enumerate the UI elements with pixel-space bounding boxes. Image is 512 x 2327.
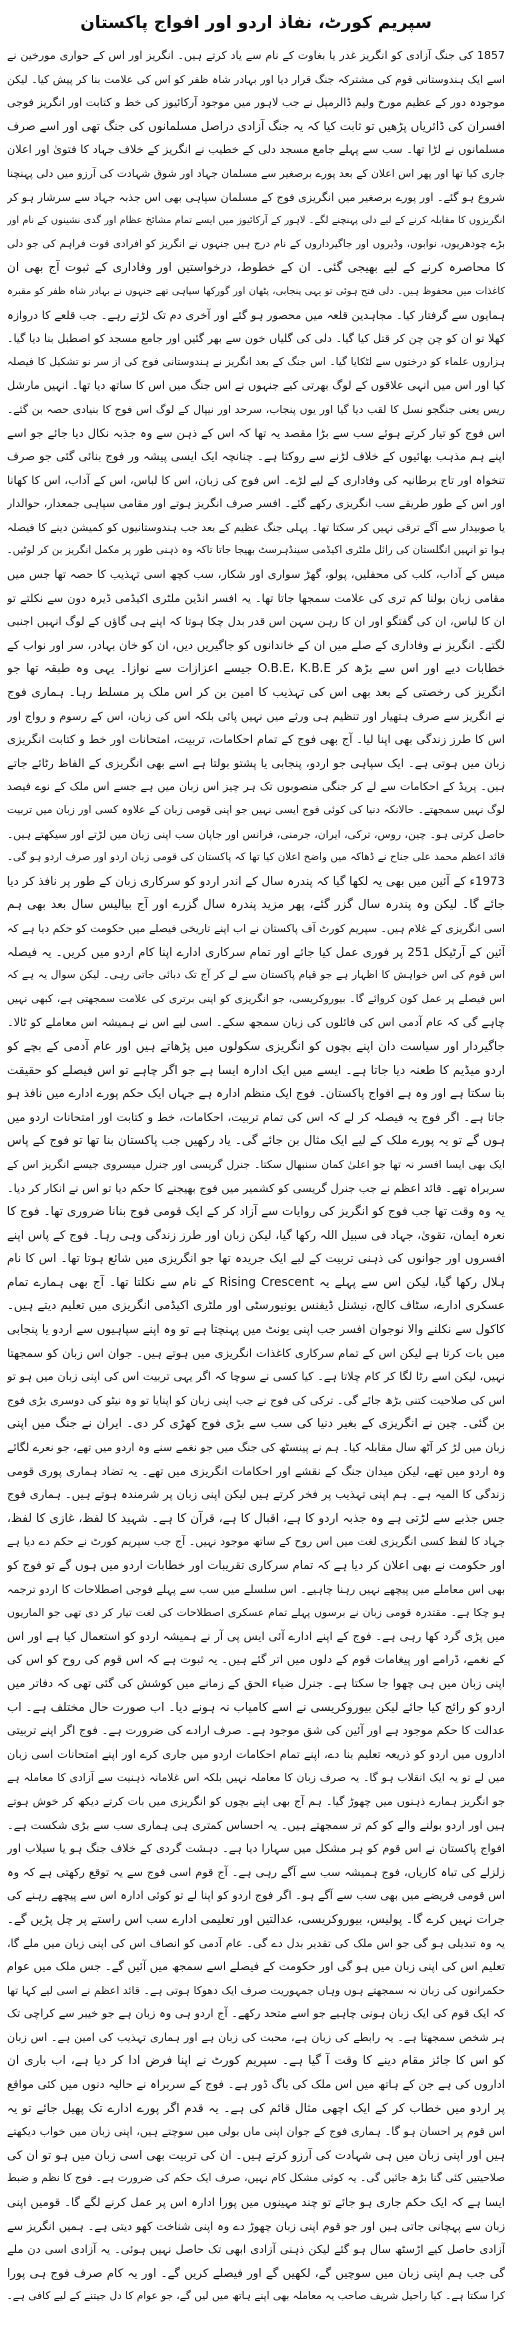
column-line: اسی انگریزی کے غلام ہیں۔ سپریم کورٹ آف پاکستان نے اب اپنے تاریخی فیصلے میں حکومت کو حکم دیا ہے کہ <box>7 921 505 935</box>
column-line: نعرہ ایمان، تقویٰ، جہاد فی سبیل اللہ رکھا گیا، لیکن زبان اور طرز زندگی وہی رہا۔ فوج کے پاس اپنے <box>7 1227 505 1242</box>
column-line: بھی اس معاملے میں پیچھے نہیں رہنا چاہیے۔ اس سلسلے میں سب سے پہلے فوجی اصطلاحات کا اردو ترجمہ <box>7 1582 505 1596</box>
column-line: آئین کے آرٹیکل 251 پر فوری عمل کیا جائے اور تمام سرکاری ادارے اپنا کام اردو میں کریں۔ یہ فیصلہ <box>7 944 505 959</box>
column-line: صلاحیتیں کئی گنا بڑھ جائیں گی۔ یہ کوئی مشکل کام نہیں، صرف ایک حکم کی ضرورت ہے۔ فوج کا نظم و ضبط <box>7 2172 505 2185</box>
column-line: پر اردو میں خطاب کر کے ایک اچھی مثال قائم کی ہے۔ یہ قدم اگر پورے ادارے تک پھیل جائے تو یہ <box>7 2100 505 2115</box>
column-line: زبان سے پہچانی جاتی ہیں اور جو قوم اپنی زبان چھوڑ دے وہ اپنی شناخت کھو دیتی ہے۔ ہمیں انگریز سے <box>7 2219 505 2233</box>
column-line: کرا سکتا ہے۔ کیا راحیل شریف صاحب یہ معاملہ بھی اپنے ہاتھ میں لیں گے، جو عوام کا دل جیتنے کے لیے کافی ہے۔ <box>7 2290 505 2303</box>
column-line: جاگیردار اور سیاست دان اپنے بچوں کو انگریزی سکولوں میں پڑھاتے ہیں اور عام آدمی کے بچے کو <box>7 1038 505 1053</box>
column-line: اور اس کے طور طریقے سب انگریزی رکھے گئے۔ افسر صرف انگریز ہوتے اور مقامی سپاہی جمعدار، حوالدار <box>7 497 505 511</box>
column-line: گی جب ہم اپنی زبان میں سوچیں گے، لکھیں گے اور فیصلے کریں گے۔ اور یہ کام صرف فوج ہی پورا <box>7 2265 505 2280</box>
column-line: کے نغمے، ڈرامے اور پیغامات قوم کے دلوں میں اتر گئے ہیں۔ یہ ثبوت ہے کہ اس قوم کی روح کو اس کی <box>7 1652 505 1667</box>
column-line: یہ وہ تبدیلی ہو گی جو اس ملک کی تقدیر بدل دے گی۔ عام آدمی کو انصاف اس کی اپنی زبان میں ملے گا، <box>7 1936 505 1950</box>
column-line: اس قومی فریضے میں بھی سب سے آگے ہو۔ اگر فوج اردو کو اپنا لے تو کوئی ادارہ اس سے پیچھے رہنے کی <box>7 1889 505 1903</box>
column-line: اور حکومت نے بھی اعلان کر دیا ہے کہ تمام سرکاری تقریبات اور خطابات اردو میں ہوں گے تو فوج کو <box>7 1558 505 1572</box>
column-line: اس کا طرز زندگی بھی اپنا لیا۔ آج بھی فوج کے تمام احکامات، تربیت، امتحانات اور خط و کتابت انگریزی <box>7 732 505 747</box>
column-line: لوگ نہیں سمجھتے۔ حالانکہ دنیا کی کوئی فوج ایسی نہیں جو اپنی قومی زبان کے علاوہ کسی اور زبان میں تربیت <box>7 804 505 816</box>
column-line: 1973ء کے آئین میں بھی یہ لکھا گیا کہ پندرہ سال کے اندر اردو کو سرکاری زبان کے طور پر نافذ کر دیا <box>7 873 505 888</box>
column-title: سپریم کورٹ، نفاذ اردو اور افواج پاکستان <box>80 13 432 33</box>
column-line: تعلیم اس کی اپنی زبان میں ہو گی اور حکومت کے فیصلے اسے سمجھ میں آئیں گے۔ جس ملک میں عوام <box>7 1959 505 1974</box>
column-line: جس جذبے سے لڑتی ہے وہ جذبہ اردو کا ہے، اقبال کا ہے، قرآن کا ہے۔ شہید کا لفظ، غازی کا لفظ، <box>7 1510 505 1525</box>
column-line: جائے گا۔ لیکن وہ پندرہ سال گزر گئے، پھر مزید پندرہ سال گزرے اور آج بیالیس سال بعد بھی ہم <box>7 897 505 912</box>
column-line: کا محاصرہ کرنے کے لیے بھیجی گئی۔ ان کے خطوط، درخواستیں اور وفاداری کے ثبوت آج بھی ان <box>7 260 505 275</box>
column-line: عدالت کا حکم موجود ہے اور آئین کی شق موجود ہے۔ صرف ارادے کی ضرورت ہے۔ فوج اگر اپنے تربیتی <box>7 1723 505 1738</box>
column-line: سربراہ تھے۔ قائد اعظم نے جب جنرل گریسی کو کشمیر میں فوج بھیجنے کا حکم دیا تو اس نے انکار کر دیا۔ <box>7 1181 505 1195</box>
column-line: موجودہ دور کے عظیم مورخ ولیم ڈالرمپل نے جب لاہور میں موجود آرکائیوز کی خط و کتابت اور انگریز فوجی <box>7 96 505 110</box>
column-line: میں بات کرتا ہے لیکن اس کے تمام سرکاری کاغذات انگریزی میں ہوتے ہیں۔ جوان اس زبان کو سمجھتا <box>7 1345 505 1360</box>
column-line: خطابات دیے اور اس سے بڑھ کر O.B.E، K.B.E جیسے اعزازات سے نوازا۔ یہی وہ طبقہ تھا جو <box>7 661 505 676</box>
column-line: لگتے۔ انگریز نے وفاداری کے صلے میں ان کے خاندانوں کو جاگیریں دیں، ان کو خان بہادر، سر اور نواب کے <box>7 637 505 652</box>
column-line: انگریزوں کا مقابلہ کرنے کے لیے دلی پہنچنے لگے۔ لاہور کے آرکائیوز میں ایسے تمام مشائخ عظام اور گدی نشینوں کے نام اور <box>7 215 505 227</box>
column-line: جرات نہیں کرے گا۔ پولیس، بیوروکریسی، عدالتیں اور تعلیمی ادارے سب اس راستے پر چل پڑیں گے۔ <box>7 1911 505 1926</box>
column-line: عسکری ادارے، سٹاف کالج، نیشنل ڈیفنس یونیورسٹی اور ملٹری اکیڈمی انگریزی میں تعلیم دیتے ہیں۔ <box>7 1298 505 1313</box>
column-line: جاری کیا تھا اور پھر اس اعلان کے بعد پورے برصغیر سے مسلمان جہاد اور شوق شہادت کی آرزو میں دلی پہنچنا <box>7 166 505 180</box>
column-line: تنخواہ اور تاج برطانیہ کی وفاداری کے لیے لڑے۔ اس فوج کی زبان، اس کا لباس، اس کے آداب، اس کا کھانا <box>7 473 505 487</box>
column-line: بڑے چودھریوں، نوابوں، وڈیروں اور جاگیرداروں کے نام درج ہیں جنہوں نے انگریز کو افرادی قوت فراہم کی جو دلی <box>7 237 505 250</box>
column-line: مقامی زبان بولنا کم تری کی علامت سمجھا جاتا تھا۔ یہ افسر انڈین ملٹری اکیڈمی ڈیرہ دون سے نکلتے تو <box>7 591 505 605</box>
column-line: جہاد کا لفظ کسی انگریزی لغت میں اس روح کے ساتھ موجود نہیں۔ آج جب سپریم کورٹ نے حکم دے دیا ہے <box>7 1535 505 1549</box>
column-line: میس کے آداب، کلب کی محفلیں، پولو، گھڑ سواری اور شکار، سب کچھ اسی تہذیب کا حصہ تھا جس میں <box>7 568 505 582</box>
column-line: ہلال رکھا گیا، لیکن اس سے پہلے یہ Rising Crescent کے نام سے نکلتا تھا۔ آج بھی ہمارے تمام <box>7 1274 505 1289</box>
column-line: اپنے ہم مذہب بھائیوں کے خلاف لڑنے سے روکتا ہے۔ چنانچہ ایک ایسی پیشہ ور فوج بنائی گئی جو صرف <box>7 449 505 464</box>
column-line: زبان میں ہوتی ہے۔ ایک سپاہی جو اردو، پنجابی یا پشتو بولتا ہے اسے بھی انگریزی کے الفاظ رٹائے جاتے <box>7 755 505 770</box>
column-line: کھلا تو ان کو چن چن کر قتل کیا گیا۔ دلی کی گلیاں خون سے بھر گئیں اور جامع مسجد کو اصطبل بنا دیا گیا۔ <box>7 332 505 346</box>
column-line: ایسا ہے کہ ایک حکم جاری ہو جائے تو چند مہینوں میں پورا ادارہ اس پر عمل کرنے لگے گا۔ قومیں اپنی <box>7 2195 505 2210</box>
column-line: حاصل کرتی ہو۔ چین، روس، ترکی، ایران، جرمنی، فرانس اور جاپان سب اپنی زبان میں لڑتے اور سیکھتے ہیں۔ <box>7 827 505 841</box>
column-line: افواج پاکستان نے اس قوم کو ہر مشکل میں سہارا دیا ہے۔ دہشت گردی کے خلاف جنگ ہو یا سیلاب اور <box>7 1842 505 1856</box>
column-line: بن گئی۔ چین نے انگریزی کے بغیر دنیا کی سب سے بڑی فوج کھڑی کر دی۔ ایران نے جنگ میں اپنی <box>7 1416 505 1431</box>
column-line: انگریز کی رخصتی کے بعد بھی اس کی تہذیب کا امین بن کر اس ملک پر مسلط رہا۔ ہماری فوج <box>7 685 505 700</box>
column-line: مسلمانوں نے لڑا تھا۔ سب سے پہلے جامع مسجد دلی کے خطیب نے انگریز کے خلاف جہاد کا فتویٰ اور اعلان <box>7 143 505 157</box>
column-line: میں پڑی گرد کھا رہی ہے۔ فوج کے اپنے ادارے آئی ایس پی آر نے ہمیشہ اردو کو استعمال کیا ہے اور اس <box>7 1628 505 1643</box>
column-line: ایک بھی ایسا افسر نہ تھا جو اعلیٰ کمان سنبھال سکتا۔ جنرل گریسی اور جنرل میسروی جیسے انگریز اس کے <box>7 1157 505 1171</box>
column-line: یا صوبیدار سے آگے ترقی نہیں کر سکتا تھا۔ پہلی جنگ عظیم کے بعد جب ہندوستانیوں کو کمیشن دینے کا فیصلہ <box>7 520 505 534</box>
column-line: نہیں، لیکن اسے رٹا لگا کر کام چلاتا ہے۔ کیا کسی نے سوچا کہ اگر یہی تربیت اس کی اپنی زبان میں ہو تو <box>7 1370 505 1384</box>
column-line: افسران کی ڈائریاں پڑھیں تو ثابت کیا کہ یہ جنگ آزادی دراصل مسلمانوں کی جنگ تھی اور اسے صرف <box>7 118 505 133</box>
column-line: ہیں۔ پریڈ کے احکامات سے لے کر جنگی منصوبوں تک ہر چیز اس زبان میں ہے جسے اس ملک کے نوے فیصد <box>7 780 505 794</box>
column-line: ہوں گے تو یہ پورے ملک کے لیے ایک مثال بن جائے گی۔ یاد رکھیں جب پاکستان بنا تھا تو فوج کے پاس <box>7 1133 505 1148</box>
column-line: وہ اردو میں تھے، لیکن میدان جنگ کے نقشے اور احکامات انگریزی میں تھے۔ یہ تضاد ہماری پوری قومی <box>7 1463 505 1478</box>
column-line: آزادی حاصل کیے اڑسٹھ سال ہو گئے لیکن ذہنی آزادی ابھی تک حاصل نہیں ہوئی۔ یہ آزادی اسی دن ملے <box>7 2243 505 2257</box>
column-line: ہزاروں علماء کو درختوں سے لٹکایا گیا۔ اس جنگ کے بعد انگریز نے ہندوستانی فوج کی از سر نو تشکیل کا فیصلہ <box>7 355 505 368</box>
column-line: افسروں اور جوانوں کی ذہنی تربیت کے لیے ایک جریدہ تھا جو انگریزی میں شائع ہوتا تھا۔ اس کا نام <box>7 1251 505 1266</box>
column-line: اس قوم کی اس خواہش کا اظہار ہے جو قیام پاکستان سے لے کر آج تک دبائی جاتی رہی۔ لیکن سوال یہ ہے کہ <box>7 969 505 982</box>
column-line: زلزلے کی تباہ کاریاں، فوج ہمیشہ سب سے آگے رہی ہے۔ آج قوم اسی فوج سے یہ توقع رکھتی ہے کہ وہ <box>7 1865 505 1879</box>
column-line: اپنی زبان میں ہی چھوا جا سکتا ہے۔ جنرل ضیاء الحق کے زمانے میں کوشش کی گئی تھی کہ دفاتر میں <box>7 1675 505 1690</box>
column-line: اس قوم پر احسان ہو گا۔ ہماری فوج کے جوان اپنی ماں بولی میں سوچتے ہیں، اپنی زبان میں خواب دیکھتے <box>7 2125 505 2139</box>
column-line: ریس یعنی جنگجو نسل کا لقب دیا گیا اور یوں پنجاب، سرحد اور نیپال کے لوگ اس فوج کا بنیادی حصہ بن گئے۔ <box>7 402 505 416</box>
column-line: جو انگریز ہمارے ذہنوں میں چھوڑ گیا۔ ہم آج بھی اپنے بچوں کو انگریزی میں بات کرتے دیکھ کر خوش ہوتے <box>7 1794 505 1808</box>
column-line: چاہے گی کہ عام آدمی اس کی فائلوں کی زبان سمجھ سکے۔ اسی لیے اس نے ہمیشہ اس معاملے کو ٹالا۔ <box>7 1016 505 1030</box>
column-line: ہر شخص سمجھتا ہے۔ یہ رابطے کی زبان ہے، محبت کی زبان ہے اور ہماری تہذیب کی امین ہے۔ اس زبان <box>7 2030 505 2044</box>
column-line: قائد اعظم محمد علی جناح نے ڈھاکہ میں واضح اعلان کیا تھا کہ پاکستان کی قومی زبان اردو اور صرف اردو ہو گی۔ <box>7 851 505 864</box>
column-line: کاغذات میں محفوظ ہیں۔ دلی فتح ہوئی تو یہی پنجابی، پٹھان اور گورکھا سپاہی تھے جنہوں نے بہادر شاہ ظفر کو مقبرہ <box>7 285 505 297</box>
column-line: ان کا لباس، ان کی گفتگو اور ان کا رہن سہن اس قدر بدل چکا ہوتا کہ اپنے ہی گاؤں کے لوگ انہیں اجنبی <box>7 615 505 629</box>
column-line: اسے ایک ہندوستانی قوم کی مشترکہ جنگ قرار دیا اور بہادر شاہ ظفر کو اس کی علامت بنا کر پیش کیا۔ لیکن <box>7 72 505 86</box>
column-line: ہمایوں سے گرفتار کیا۔ مجاہدین قلعہ میں محصور ہو گئے اور آخری دم تک لڑتے رہے۔ جب قلعے کا دروازہ <box>7 308 505 322</box>
column-line: کیا اور اس میں انہی علاقوں کے لوگ بھرتی کیے جنہوں نے اس جنگ میں اس کا ساتھ دیا تھا۔ انہیں مارشل <box>7 379 505 393</box>
column-line: اداروں کی ہے جن کے ہاتھ میں اس ملک کی باگ ڈور ہے۔ فوج کے سربراہ نے حالیہ دنوں میں کئی مواقع <box>7 2077 505 2092</box>
column-line: اردو میڈیم کا طعنہ دیا جاتا ہے۔ ایسے میں ایک ادارہ ایسا ہے جو اگر چاہے تو اس فیصلے کو حقیقت <box>7 1062 505 1077</box>
column-line: 1857 کی جنگ آزادی کو انگریز غدر یا بغاوت کے نام سے یاد کرتے ہیں۔ انگریز اور اس کے حواری مورخین نے <box>7 49 505 62</box>
column-line: اس کی صلاحیت کتنی بڑھ جائے گی۔ ترکی کی فوج نے جب اپنی زبان کو اپنایا تو وہ نیٹو کی دوسری بڑی فوج <box>7 1393 505 1407</box>
column-line: اس فوج کو تیار کرتے ہوئے سب سے بڑا مقصد یہ تھا کہ اس کے ذہن سے وہ جذبہ نکال دیا جائے جو اسے <box>7 425 505 440</box>
column-line: ہیں اور اردو بولنے والے کو کم تر سمجھتے ہیں۔ یہ احساس کمتری ہی ہماری سب سے بڑی شکست ہے۔ <box>7 1818 505 1832</box>
column-line: کہ ایک قوم کی ایک زبان ہونی چاہیے جو اسے متحد رکھے۔ آج اردو ہی وہ زبان ہے جو خیبر سے کراچی تک <box>7 2007 505 2021</box>
column-line: جاتا ہے۔ اگر فوج یہ فیصلہ کر لے کہ اس کی تمام تربیت، احکامات، خط و کتابت اور امتحانات اردو میں <box>7 1109 505 1124</box>
column-body <box>7 44 505 2309</box>
column-line: نے انگریز سے صرف ہتھیار اور تنظیم ہی ورثے میں نہیں پائی بلکہ اس کی زبان، اس کے رسوم و رواج اور <box>7 709 505 723</box>
column-line: ہوا تو انہیں انگلستان کی رائل ملٹری اکیڈمی سینڈہرسٹ بھیجا جاتا تاکہ وہ ذہنی طور پر مکمل انگریز بن کر لوٹیں۔ <box>7 544 505 557</box>
column-line: اداروں میں اردو کو ذریعہ تعلیم بنا دے، اپنے تمام احکامات اردو میں جاری کرے اور اپنے امتحانات اسی زبان <box>7 1747 505 1761</box>
column-line: اس فیصلے پر عمل کون کروائے گا۔ بیوروکریسی، جو انگریزی کو اپنی برتری کی علامت سمجھتی ہے، کبھی نہیں <box>7 992 505 1005</box>
column-line: حکمرانوں کی زبان نہ سمجھتے ہوں وہاں جمہوریت صرف ایک دھوکا ہوتی ہے۔ قائد اعظم نے اسی لیے کہا تھا <box>7 1983 505 1997</box>
column-line: یہ وہ وقت تھا جب فوج کو انگریز کی روایات سے آزاد کر کے ایک قومی فوج بنانا ضروری تھا۔ فوج کا <box>7 1204 505 1219</box>
column-line: زبان میں لڑ کر آٹھ سال مقابلہ کیا۔ ہم نے پینسٹھ کی جنگ میں جو نغمے سنے وہ اردو میں تھے، جو نعرے لگائے <box>7 1441 505 1455</box>
column-line: کو اس کا جائز مقام دینے کا وقت آ گیا ہے۔ سپریم کورٹ نے اپنا فرض ادا کر دیا ہے، اب باری ان <box>7 2053 505 2068</box>
column-line: زندگی کا المیہ ہے۔ ہم اپنی تہذیب پر فخر کرتے ہیں لیکن اپنی زبان پر شرمندہ ہوتے ہیں۔ ہماری فوج <box>7 1487 505 1502</box>
column-line: کاکول سے نکلنے والا نوجوان افسر جب اپنی یونٹ میں پہنچتا ہے تو وہ اپنے سپاہیوں سے اردو یا پنجابی <box>7 1322 505 1337</box>
column-line: میں لے تو یہ ایک انقلاب ہو گا۔ یہ صرف زبان کا معاملہ نہیں بلکہ اس غلامانہ ذہنیت سے آزادی کا معاملہ ہے <box>7 1771 505 1785</box>
column-line: اردو کو رائج کیا جائے لیکن بیوروکریسی نے اسے کامیاب نہ ہونے دیا۔ اب صورت حال مختلف ہے۔ اب <box>7 1699 505 1714</box>
column-line: ہیں اور اپنی زبان میں ہی شہادت کی آرزو کرتے ہیں۔ ان کی تربیت بھی اسی زبان میں ہو تو ان کی <box>7 2147 505 2162</box>
column-line: ہو چکا ہے۔ مقتدرہ قومی زبان نے برسوں پہلے تمام عسکری اصطلاحات کی لغت تیار کر دی تھی جو الماریوں <box>7 1606 505 1620</box>
column-line: بنا سکتا ہے اور وہ ہے افواج پاکستان۔ فوج ایک منظم ادارہ ہے جہاں ایک حکم پورے ادارے میں نافذ ہو <box>7 1086 505 1101</box>
column-line: شروع ہو گئے۔ اور پورے برصغیر میں انگریزی فوج کے مسلمان سپاہی بھی اس جذبہ جہاد سے سرشار ہو کر <box>7 190 505 204</box>
